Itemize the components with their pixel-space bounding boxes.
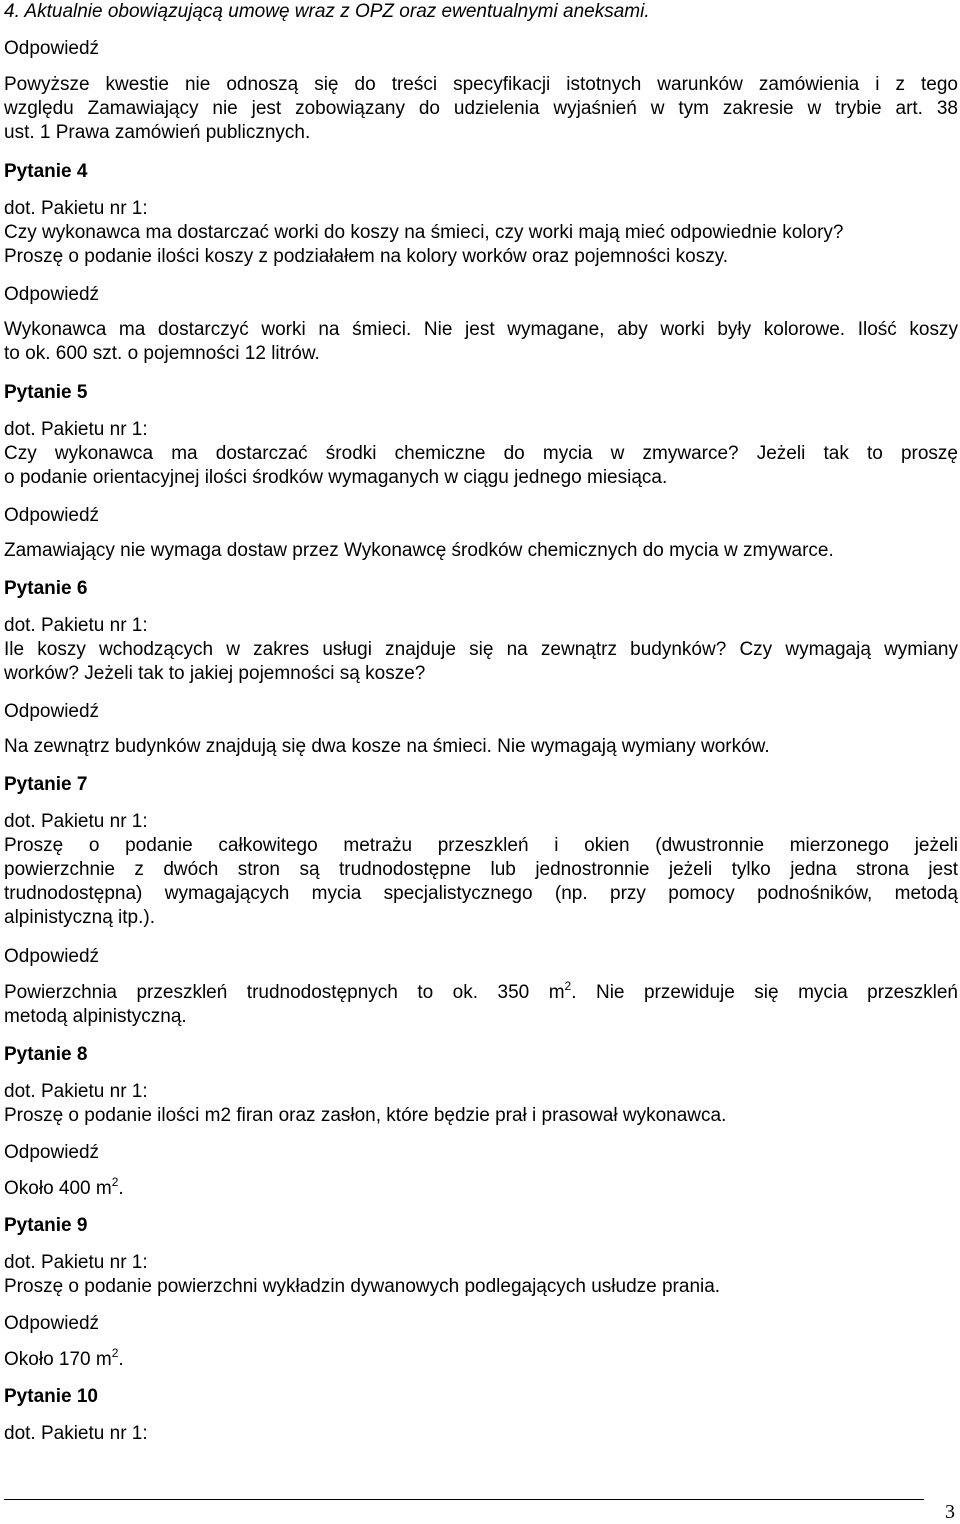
footer-divider	[4, 1499, 924, 1500]
question-text-line: Czy wykonawca ma dostarczać worki do koszy na śmieci, czy worki mają mieć odpowiednie kolory?	[4, 222, 844, 243]
answer-text-line	[4, 1177, 124, 1201]
answer-paragraph	[4, 318, 958, 366]
package-reference: dot. Pakietu nr 1:	[4, 1423, 148, 1444]
answer-label: Odpowiedź	[4, 38, 100, 59]
answer-text-line: Zamawiający nie wymaga dostaw przez Wykonawcę środków chemicznych do mycia w zmywarce.	[4, 540, 834, 561]
answer-label: Odpowiedź	[4, 1142, 100, 1163]
paragraph-line: metodą alpinistyczną.	[4, 1006, 187, 1027]
answer-label: Odpowiedź	[4, 946, 100, 967]
answer-label: Odpowiedź	[4, 1313, 100, 1334]
paragraph-line: to ok. 600 szt. o pojemności 12 litrów.	[4, 343, 320, 364]
question-text-line: Proszę o podanie powierzchni wykładzin dywanowych podlegających usłudze prania.	[4, 1276, 721, 1297]
question-paragraph	[4, 834, 958, 930]
superscript: 2	[564, 979, 572, 993]
package-reference: dot. Pakietu nr 1:	[4, 811, 148, 832]
question-text-line: Proszę o podanie ilości m2 firan oraz zasłon, które będzie prał i prasował wykonawca.	[4, 1105, 727, 1126]
package-reference: dot. Pakietu nr 1:	[4, 198, 148, 219]
question-title-8: Pytanie 8	[4, 1044, 88, 1065]
paragraph-line: ust. 1 Prawa zamówień publicznych.	[4, 122, 311, 143]
answer-text-line: Na zewnątrz budynków znajdują się dwa kosze na śmieci. Nie wymagają wymiany worków.	[4, 736, 770, 757]
intro-answer-paragraph	[4, 73, 958, 145]
paragraph-line: worków? Jeżeli tak to jakiej pojemności są kosze?	[4, 663, 426, 684]
list-item-4: 4. Aktualnie obowiązującą umowę wraz z OPZ oraz ewentualnymi aneksami.	[4, 1, 650, 22]
question-text-line: Proszę o podanie ilości koszy z podziałałem na kolory worków oraz pojemności koszy.	[4, 246, 729, 267]
answer-text: Około 400 m	[4, 1178, 112, 1199]
answer-text-line	[4, 1348, 124, 1372]
package-reference: dot. Pakietu nr 1:	[4, 1081, 148, 1102]
answer-label: Odpowiedź	[4, 701, 100, 722]
package-reference: dot. Pakietu nr 1:	[4, 419, 148, 440]
question-title-10: Pytanie 10	[4, 1386, 98, 1407]
page-number: 3	[945, 1501, 955, 1523]
paragraph-line: Proszę o podanie całkowitego metrażu przeszkleń i okien (dwustronnie mierzonego jeżeli	[4, 835, 958, 856]
paragraph-line: Ile koszy wchodzących w zakres usługi znajduje się na zewnątrz budynków? Czy wymagają wymiany	[4, 639, 958, 660]
answer-text: Powierzchnia przeszkleń trudnodostępnych to ok. 350 m	[4, 982, 565, 1003]
paragraph-line: Powyższe kwestie nie odnoszą się do treści specyfikacji istotnych warunków zamówienia i z tego	[4, 74, 958, 95]
question-title-7: Pytanie 7	[4, 774, 88, 795]
answer-label: Odpowiedź	[4, 505, 100, 526]
question-title-6: Pytanie 6	[4, 578, 88, 599]
question-title-4: Pytanie 4	[4, 161, 88, 182]
question-paragraph	[4, 442, 958, 490]
answer-paragraph	[4, 981, 958, 1029]
paragraph-line: Wykonawca ma dostarczyć worki na śmieci. Nie jest wymagane, aby worki były kolorowe. Ilość koszy	[4, 319, 958, 340]
question-title-9: Pytanie 9	[4, 1215, 88, 1236]
answer-text: Około 170 m	[4, 1349, 112, 1370]
package-reference: dot. Pakietu nr 1:	[4, 1252, 148, 1273]
paragraph-line: względu Zamawiający nie jest zobowiązany do udzielenia wyjaśnień w tym zakresie w trybie art. 38	[4, 98, 958, 119]
paragraph-line: alpinistyczną itp.).	[4, 907, 156, 928]
question-paragraph	[4, 638, 958, 686]
paragraph-line: powierzchnie z dwóch stron są trudnodostępne lub jednostronnie jeżeli tylko jedna strona jest	[4, 859, 958, 880]
paragraph-line: Czy wykonawca ma dostarczać środki chemiczne do mycia w zmywarce? Jeżeli tak to proszę	[4, 443, 958, 464]
answer-text: .	[118, 1349, 124, 1370]
paragraph-line: o podanie orientacyjnej ilości środków wymaganych w ciągu jednego miesiąca.	[4, 467, 668, 488]
answer-text: .	[118, 1178, 124, 1199]
answer-label: Odpowiedź	[4, 284, 100, 305]
paragraph-line	[4, 981, 958, 1005]
package-reference: dot. Pakietu nr 1:	[4, 615, 148, 636]
paragraph-line: trudnodostępna) wymagających mycia specjalistycznego (np. przy pomocy podnośników, metodą	[4, 883, 958, 904]
question-title-5: Pytanie 5	[4, 382, 88, 403]
answer-text: . Nie przewiduje się mycia przeszkleń	[571, 982, 958, 1003]
superscript: 2	[111, 1346, 119, 1360]
superscript: 2	[111, 1175, 119, 1189]
